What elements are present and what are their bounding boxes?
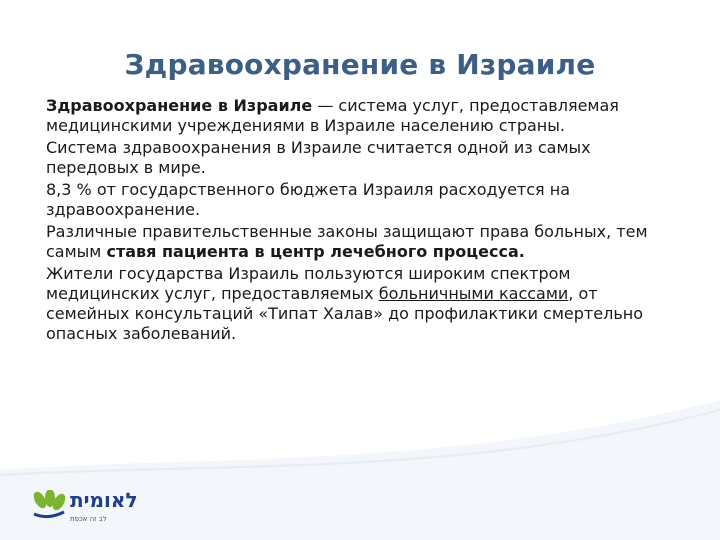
logo-name: לאומית <box>70 488 138 512</box>
patient-center-bold: ставя пациента в центр лечебного процесса <box>106 242 519 261</box>
paragraph-laws <box>46 222 686 262</box>
paragraph-definition-text: — система услуг, предоставляемая медицинскими учреждениями в Израиле населению страны. <box>46 96 619 135</box>
paragraph-budget: 8,3 % от государственного бюджета Израиля расходуется на здравоохранение. <box>46 180 571 219</box>
paragraph-services-end: , от семейных консультаций «Типат Халав» до профилактики смертельно опасных заболеваний. <box>46 284 643 343</box>
paragraph-definition <box>46 96 686 136</box>
health-funds-link[interactable]: больничными кассами <box>378 284 569 303</box>
slide-body <box>46 96 686 346</box>
term-bold: Здравоохранение в Израиле <box>46 96 313 115</box>
paragraph-ranking: Система здравоохранения в Израиле считается одной из самых передовых в мире. <box>46 138 591 177</box>
paragraph-laws-text: Различные правительственные законы защищают права больных, тем самым <box>46 222 648 261</box>
paragraph-services <box>46 264 686 344</box>
slide-title: Здравоохранение в Израиле <box>124 48 596 81</box>
leaf-icon <box>28 490 68 524</box>
leumit-logo <box>28 488 138 534</box>
logo-tagline: לב זה אכפת <box>70 515 107 523</box>
paragraph-laws-end: . <box>518 242 525 261</box>
paragraph-services-text: Жители государства Израиль пользуются широким спектром медицинских услуг, предоставляемых <box>46 264 571 303</box>
